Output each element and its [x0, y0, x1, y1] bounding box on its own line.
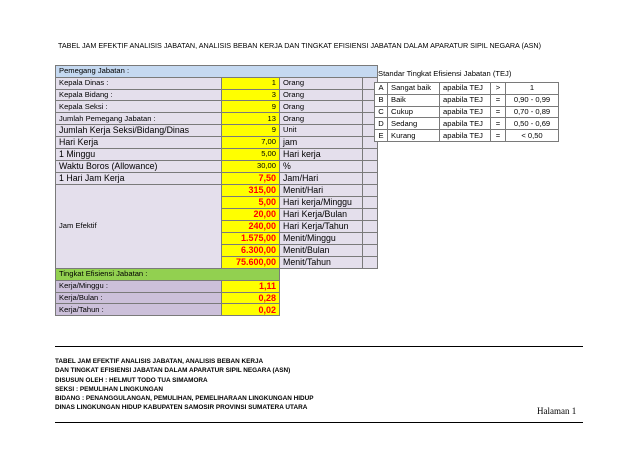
tingkat-value: 1,11: [222, 280, 280, 292]
jam-efektif-value: 5,00: [222, 196, 280, 208]
table-row: [56, 136, 378, 148]
row-unit: Orang: [280, 89, 363, 101]
table-row: [56, 113, 378, 125]
page-number: Halaman 1: [537, 406, 577, 416]
tej-operator: =: [491, 118, 506, 130]
tej-range: 0,90 - 0,99: [506, 94, 559, 106]
spacer-cell: [363, 220, 378, 232]
row-label: Kepala Bidang :: [56, 89, 222, 101]
spacer-cell: [363, 196, 378, 208]
table-row: [56, 124, 378, 136]
tej-label: Cukup: [388, 106, 440, 118]
row-unit: Unit: [280, 124, 363, 136]
tingkat-label: Kerja/Tahun :: [56, 304, 222, 316]
table-row: [56, 160, 378, 172]
spacer-cell: [363, 160, 378, 172]
tej-condition: apabila TEJ: [440, 83, 491, 95]
empty-cell: [280, 280, 363, 292]
table-row: [56, 148, 378, 160]
table-row: [375, 130, 559, 142]
jam-efektif-unit: Menit/Hari: [280, 184, 363, 196]
tej-range: 1: [506, 83, 559, 95]
table-row: [56, 292, 378, 304]
spacer-cell: [363, 232, 378, 244]
tej-operator: =: [491, 106, 506, 118]
table-row: [56, 268, 378, 280]
document-footer: [55, 357, 313, 413]
table-row: [56, 66, 378, 78]
table-row: [375, 118, 559, 130]
tingkat-value: 0,02: [222, 304, 280, 316]
table-row: [56, 77, 378, 89]
row-unit: Orang: [280, 77, 363, 89]
tingkat-value: 0,28: [222, 292, 280, 304]
jam-efektif-unit: Menit/Minggu: [280, 232, 363, 244]
empty-cell: [280, 268, 363, 280]
table-row: [375, 83, 559, 95]
row-value: 7,50: [222, 172, 280, 184]
row-value: 5,00: [222, 148, 280, 160]
row-unit: Orang: [280, 101, 363, 113]
jam-efektif-unit: Menit/Bulan: [280, 244, 363, 256]
row-value: 13: [222, 113, 280, 125]
tej-label: Sangat baik: [388, 83, 440, 95]
footer-line: SEKSI : PEMULIHAN LINGKUNGAN: [55, 385, 163, 393]
jam-efektif-value: 75.600,00: [222, 256, 280, 268]
row-value: 9: [222, 101, 280, 113]
table-row: [375, 94, 559, 106]
footer-line: DAN TINGKAT EFISIENSI JABATAN DALAM APARATUR SIPIL NEGARA (ASN): [55, 367, 291, 375]
tej-condition: apabila TEJ: [440, 94, 491, 106]
jam-efektif-value: 6.300,00: [222, 244, 280, 256]
jam-efektif-unit: Hari Kerja/Tahun: [280, 220, 363, 232]
spacer-cell: [363, 172, 378, 184]
row-label: Kepala Dinas :: [56, 77, 222, 89]
table-row: [56, 184, 378, 196]
spacer-cell: [363, 256, 378, 268]
empty-cell: [280, 292, 363, 304]
empty-cell: [280, 304, 363, 316]
tej-operator: >: [491, 83, 506, 95]
table-row: [375, 106, 559, 118]
tej-grade: E: [375, 130, 388, 142]
tej-condition: apabila TEJ: [440, 106, 491, 118]
tej-condition: apabila TEJ: [440, 118, 491, 130]
row-label: Waktu Boros (Allowance): [56, 160, 222, 172]
table-row: [56, 101, 378, 113]
tej-label: Sedang: [388, 118, 440, 130]
tej-label: Baik: [388, 94, 440, 106]
jam-efektif-unit: Hari kerja/Minggu: [280, 196, 363, 208]
row-label: Jumlah Kerja Seksi/Bidang/Dinas: [56, 124, 222, 136]
jam-efektif-value: 315,00: [222, 184, 280, 196]
tingkat-label: Kerja/Bulan :: [56, 292, 222, 304]
jam-efektif-unit: Menit/Tahun: [280, 256, 363, 268]
row-unit: %: [280, 160, 363, 172]
footer-line: DISUSUN OLEH : HELMUT TODO TUA SIMAMORA: [55, 376, 208, 384]
spacer-cell: [363, 208, 378, 220]
jam-efektif-label: Jam Efektif: [56, 184, 222, 268]
footer-line: DINAS LINGKUNGAN HIDUP KABUPATEN SAMOSIR PROVINSI SUMATERA UTARA: [55, 404, 308, 412]
jam-efektif-value: 20,00: [222, 208, 280, 220]
tej-grade: A: [375, 83, 388, 95]
footer-line: BIDANG : PENANGGULANGAN, PEMULIHAN, PEMELIHARAAN LINGKUNGAN HIDUP: [55, 395, 314, 403]
tej-range: < 0,50: [506, 130, 559, 142]
row-value: 1: [222, 77, 280, 89]
table-row: [56, 172, 378, 184]
row-label: Jumlah Pemegang Jabatan :: [56, 113, 222, 125]
row-unit: jam: [280, 136, 363, 148]
document-title: TABEL JAM EFEKTIF ANALISIS JABATAN, ANALISIS BEBAN KERJA DAN TINGKAT EFISIENSI JABATAN DALAM APARATUR SIPIL NEGARA (ASN): [58, 41, 542, 50]
row-value: 7,00: [222, 136, 280, 148]
empty-cell: [363, 292, 378, 304]
row-unit: Orang: [280, 113, 363, 125]
row-value: 3: [222, 89, 280, 101]
empty-cell: [363, 304, 378, 316]
tej-grade: B: [375, 94, 388, 106]
tej-grade: D: [375, 118, 388, 130]
row-value: 9: [222, 124, 280, 136]
jam-efektif-table: [55, 65, 378, 316]
row-unit: Jam/Hari: [280, 172, 363, 184]
empty-cell: [363, 268, 378, 280]
row-label: 1 Minggu: [56, 148, 222, 160]
table-row: [56, 280, 378, 292]
tej-title: Standar Tingkat Efisiensi Jabatan (TEJ): [378, 69, 512, 78]
jam-efektif-value: 240,00: [222, 220, 280, 232]
spacer-cell: [363, 148, 378, 160]
footer-line: TABEL JAM EFEKTIF ANALISIS JABATAN, ANALISIS BEBAN KERJA: [55, 358, 264, 365]
tej-range: 0,50 - 0,69: [506, 118, 559, 130]
footer-divider: [55, 346, 583, 347]
tej-operator: =: [491, 94, 506, 106]
tej-condition: apabila TEJ: [440, 130, 491, 142]
footer-bottom-divider: [55, 422, 583, 423]
tingkat-efisiensi-header: Tingkat Efisiensi Jabatan :: [56, 268, 280, 280]
spacer-cell: [363, 184, 378, 196]
tej-grade: C: [375, 106, 388, 118]
tej-range: 0,70 - 0,89: [506, 106, 559, 118]
tej-operator: =: [491, 130, 506, 142]
jam-efektif-unit: Hari Kerja/Bulan: [280, 208, 363, 220]
empty-cell: [363, 280, 378, 292]
jam-efektif-value: 1.575,00: [222, 232, 280, 244]
pemegang-jabatan-header: Pemegang Jabatan :: [56, 66, 378, 78]
tej-standard-table: [374, 82, 559, 142]
tingkat-label: Kerja/Minggu :: [56, 280, 222, 292]
row-label: Hari Kerja: [56, 136, 222, 148]
tej-label: Kurang: [388, 130, 440, 142]
row-label: 1 Hari Jam Kerja: [56, 172, 222, 184]
table-row: [56, 304, 378, 316]
spacer-cell: [363, 244, 378, 256]
row-label: Kepala Seksi :: [56, 101, 222, 113]
row-value: 30,00: [222, 160, 280, 172]
table-row: [56, 89, 378, 101]
row-unit: Hari kerja: [280, 148, 363, 160]
